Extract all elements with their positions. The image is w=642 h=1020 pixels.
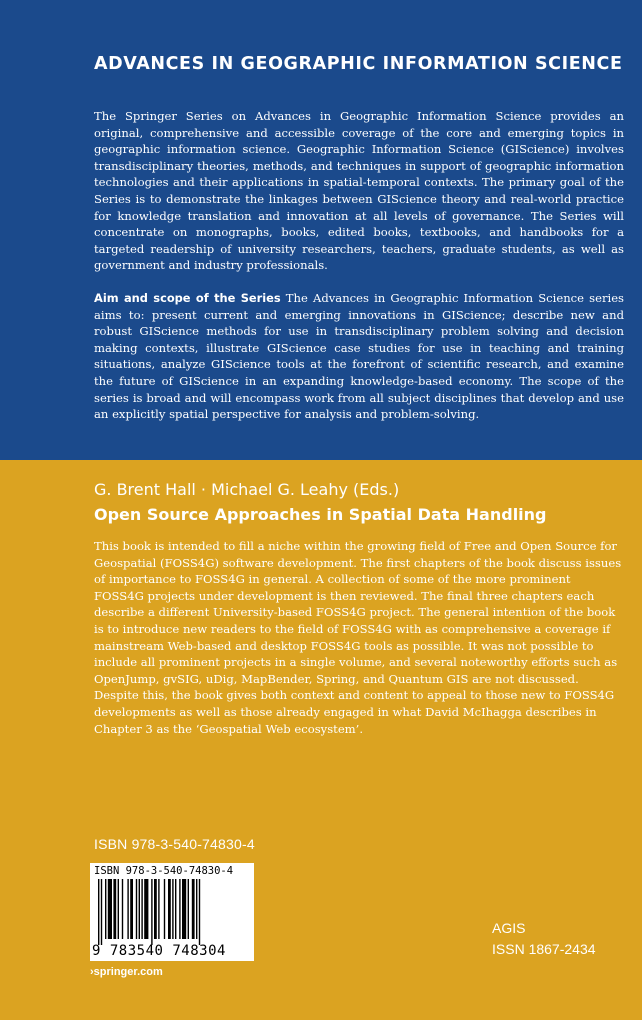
series-identifier xyxy=(492,918,596,960)
series-aim-paragraph xyxy=(94,290,624,423)
barcode-bar xyxy=(141,879,142,939)
series-abbrev: AGIS xyxy=(492,920,526,936)
barcode-bar xyxy=(98,879,99,945)
barcode-bar xyxy=(196,879,197,939)
barcode-bar xyxy=(101,879,102,945)
barcode-bar xyxy=(151,879,152,945)
series-intro-paragraph: The Springer Series on Advances in Geographic Information Science provides an original, comprehensive and accessible coverage of the core and emerging topics in geographic information science. Geographic Information Science (GIScience) involves transdisciplinary theories, methods, and techniques in support of geographic information technologies and their applications in spatial-temporal contexts. The primary goal of the Series is to demonstrate the linkages between GIScience theory and real-world practice for knowledge translation and innovation at all levels of governance. The Series will concentrate on monographs, books, edited books, textbooks, and handbooks for a targeted readership of university researchers, teachers, graduate students, as well as government and industry professionals. xyxy=(94,109,624,273)
barcode-bar xyxy=(127,879,128,939)
barcode-bar xyxy=(122,879,123,939)
barcode-digits: 9 783540 748304 xyxy=(92,943,226,959)
barcode-bar xyxy=(182,879,186,939)
barcode-bar xyxy=(158,879,159,939)
barcode-bar xyxy=(192,879,195,939)
aim-scope-text: The Advances in Geographic Information Science series aims to: present current and emerging innovations in GIScience; describe new and robust GIScience methods for use in transdisciplinary problem solving and decision making contexts, illustrate GIScience case studies for use in teaching and training situations, analyze GIScience tools at the forefront of scientific research, and examine the future of GIScience in an expanding knowledge-based economy. The scope of the series is broad and will encompass work from all subject disciplines that develop and use an explicitly spatial perspective for analysis and problem-solving. xyxy=(94,291,625,422)
barcode-bar xyxy=(164,879,165,939)
barcode-bar xyxy=(172,879,173,939)
barcode-bar xyxy=(118,879,119,939)
barcode-bar xyxy=(144,879,148,939)
series-title: ADVANCES IN GEOGRAPHIC INFORMATION SCIENCE xyxy=(94,54,623,74)
barcode-bar xyxy=(154,879,157,939)
barcode xyxy=(90,863,254,961)
book-section xyxy=(0,460,642,1020)
barcode-bar xyxy=(113,879,116,939)
barcode-bar xyxy=(105,879,106,939)
barcode-bars xyxy=(98,879,246,945)
aim-scope-heading: Aim and scope of the Series xyxy=(94,291,281,305)
barcode-bar xyxy=(139,879,140,939)
series-issn: ISSN 1867-2434 xyxy=(492,941,596,957)
barcode-bar xyxy=(199,879,200,945)
publisher-url: ›springer.com xyxy=(90,966,163,978)
book-title: Open Source Approaches in Spatial Data Handling xyxy=(94,505,547,524)
barcode-bar xyxy=(179,879,180,939)
isbn-label: ISBN 978-3-540-74830-4 xyxy=(94,836,255,852)
barcode-bar xyxy=(175,879,176,939)
book-editors: G. Brent Hall · Michael G. Leahy (Eds.) xyxy=(94,480,400,499)
barcode-bar xyxy=(108,879,112,939)
barcode-isbn: ISBN 978-3-540-74830-4 xyxy=(94,865,234,877)
barcode-bar xyxy=(130,879,133,939)
barcode-bar xyxy=(168,879,171,939)
barcode-bar xyxy=(188,879,189,939)
book-description: This book is intended to fill a niche within the growing field of Free and Open Source for Geospatial (FOSS4G) software development. The first chapters of the book discuss issues of importance to FOSS4G in general. A collection of some of the more prominent FOSS4G projects under development is then reviewed. The final three chapters each describe a different University-based FOSS4G project. The general intention of the book is to introduce new readers to the field of FOSS4G with as comprehensive a coverage if mainstream Web-based and desktop FOSS4G tools as possible. It was not possible to include all prominent projects in a single volume, and several noteworthy efforts such as OpenJump, gvSIG, uDig, MapBender, Spring, and Quantum GIS are not discussed. Despite this, the book gives both context and content to appeal to those new to FOSS4G developments as well as those already engaged in what David McIhagga describes in Chapter 3 as the ‘Geospatial Web ecosystem’. xyxy=(94,539,622,736)
barcode-bar xyxy=(136,879,137,939)
series-section xyxy=(0,0,642,460)
